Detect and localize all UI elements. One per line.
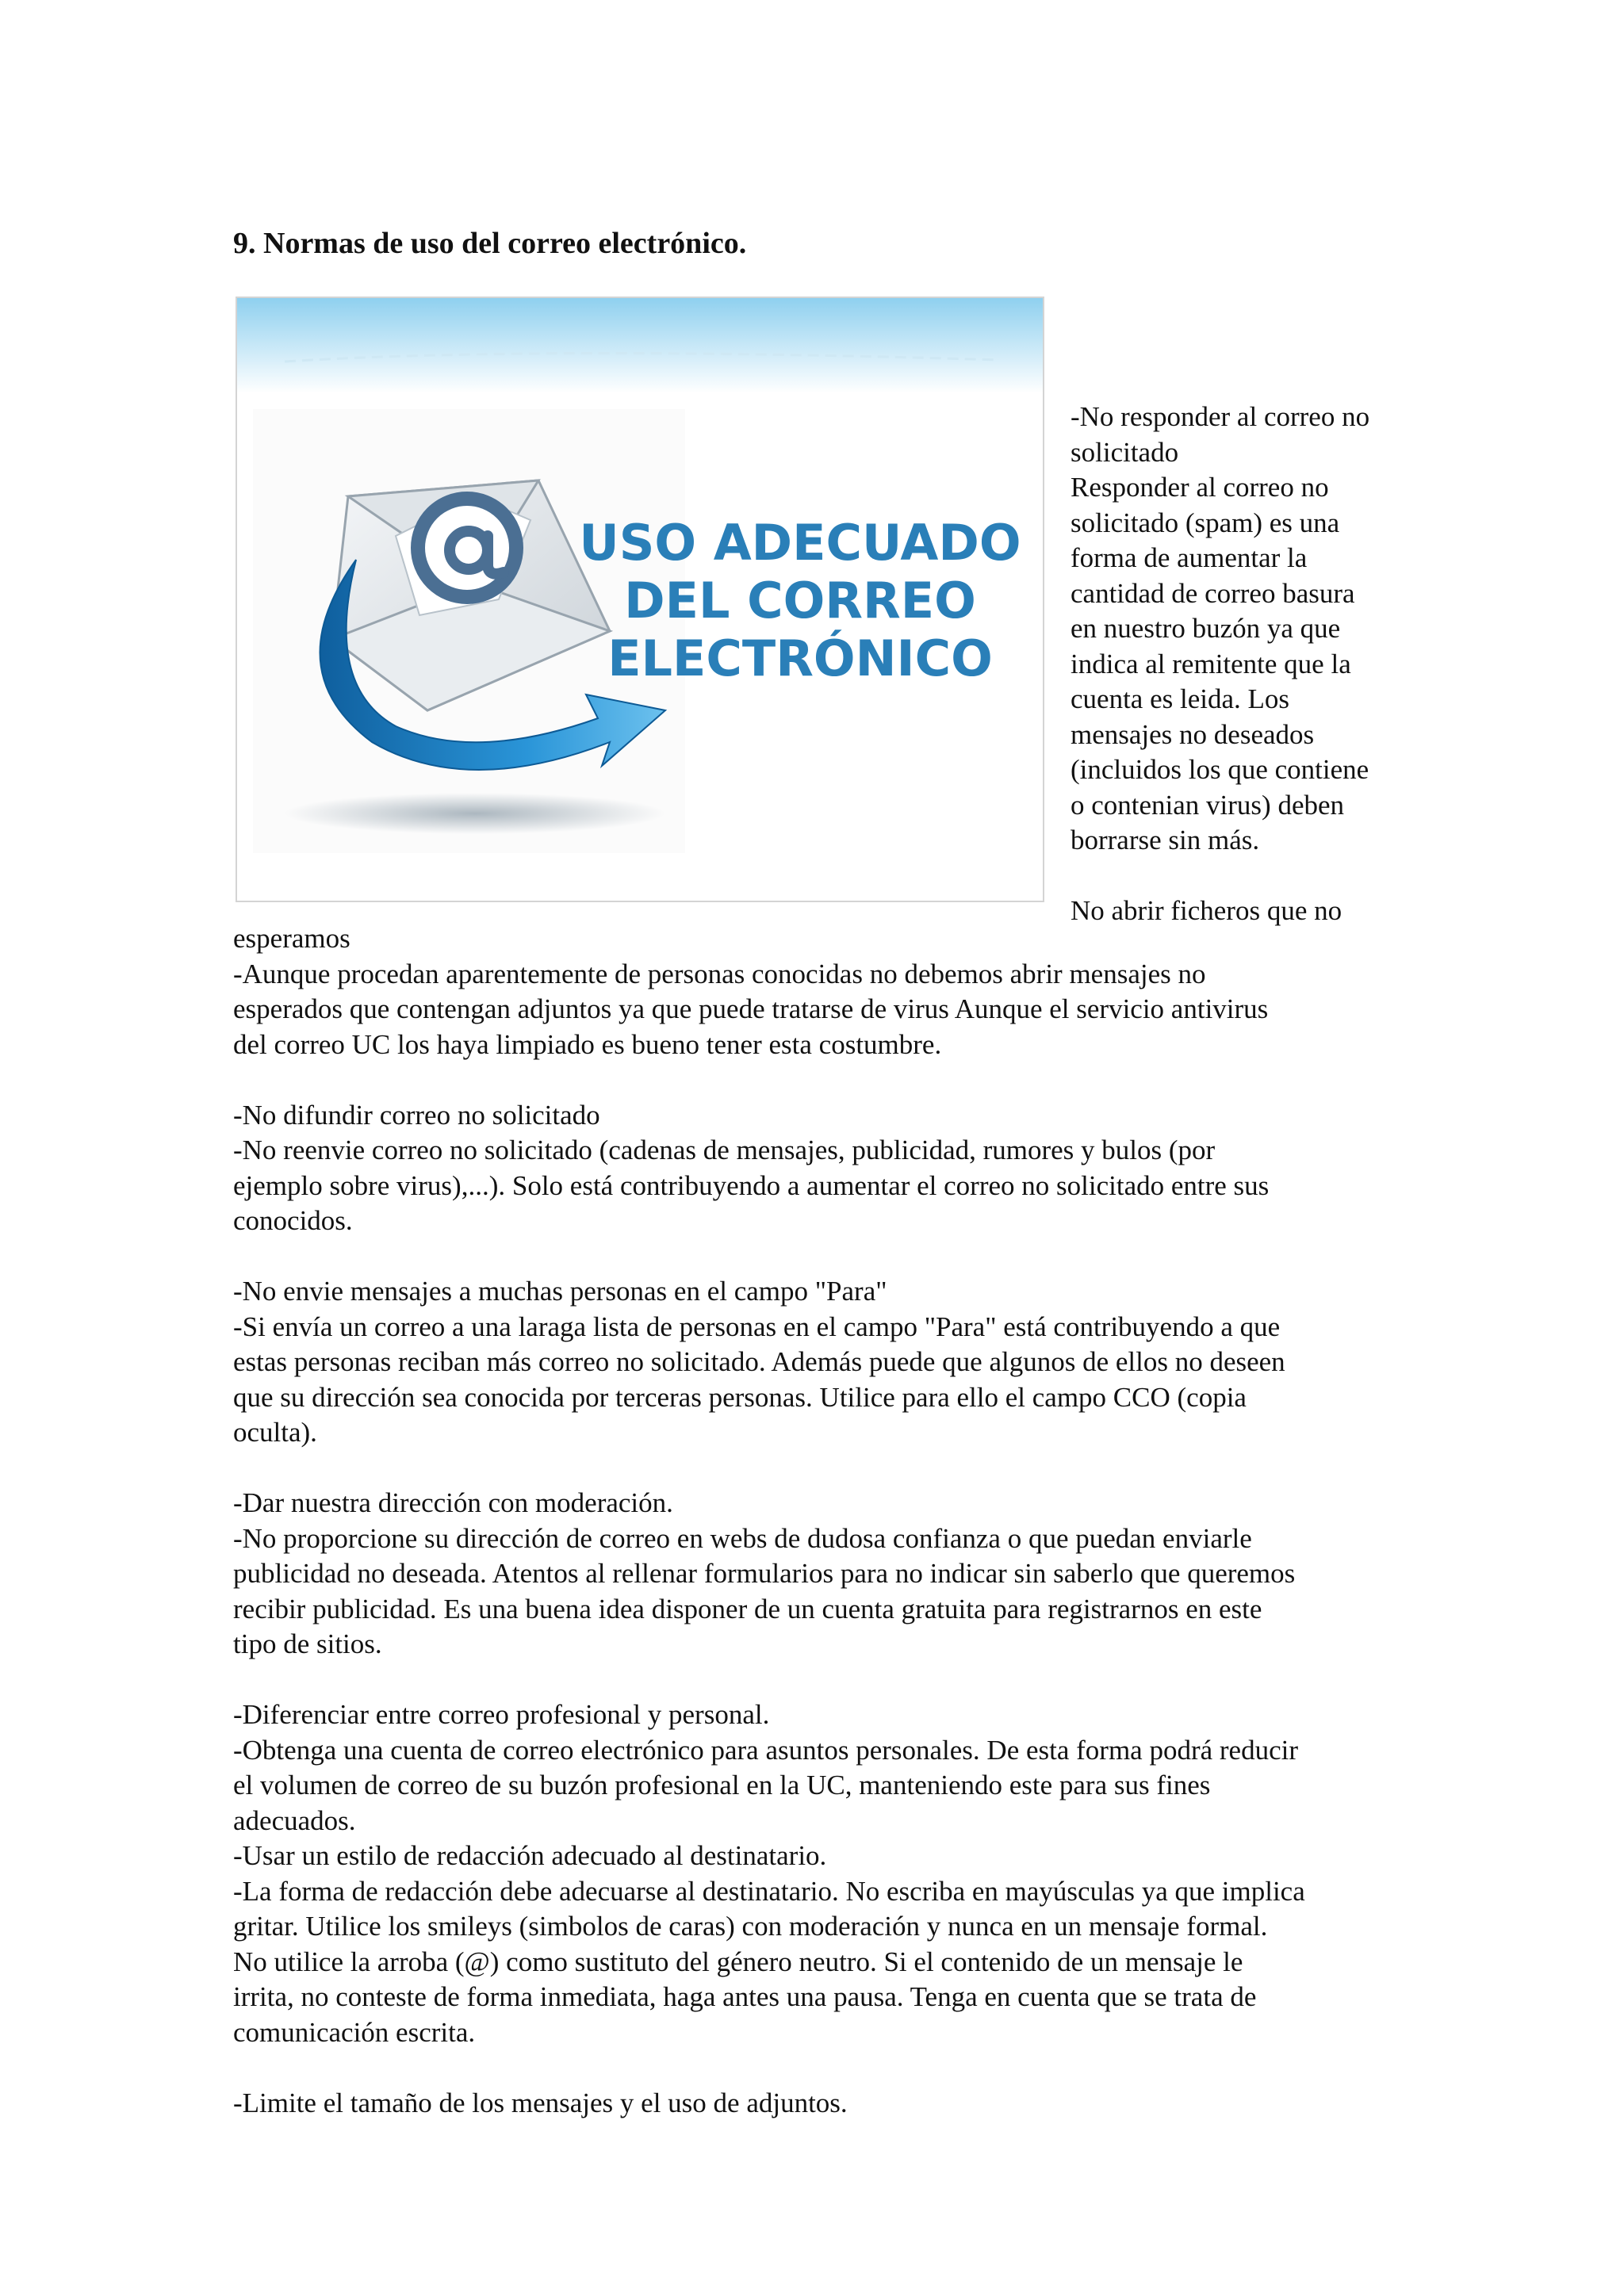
body-line: -Obtenga una cuenta de correo electrónico para asuntos personales. De esta forma podrá reducir <box>233 1734 1299 1766</box>
page-title: 9. Normas de uso del correo electrónico. <box>233 227 747 260</box>
body-line: -Limite el tamaño de los mensajes y el uso de adjuntos. <box>233 2087 848 2118</box>
side-line: solicitado (spam) es una <box>1071 507 1340 538</box>
side-line: cuenta es leida. Los <box>1071 683 1290 714</box>
body-line: irrita, no conteste de forma inmediata, haga antes una pausa. Tenga en cuenta que se trata de <box>233 1981 1257 2012</box>
email-usage-illustration <box>236 297 1044 902</box>
body-line: -No proporcione su dirección de correo en webs de dudosa confianza o que puedan enviarle <box>233 1522 1252 1554</box>
side-line: borrarse sin más. <box>1071 825 1260 855</box>
side-line: forma de aumentar la <box>1071 542 1308 573</box>
side-line: en nuestro buzón ya que <box>1071 613 1341 644</box>
side-line: mensajes no deseados <box>1071 718 1315 750</box>
side-line: solicitado <box>1071 436 1179 468</box>
body-line: -La forma de redacción debe adecuarse al destinatario. No escriba en mayúsculas ya que implica <box>233 1875 1305 1907</box>
side-line: o contenian virus) deben <box>1071 789 1345 821</box>
side-line: Responder al correo no <box>1071 472 1329 503</box>
body-line: gritar. Utilice los smileys (simbolos de caras) con moderación y nunca en un mensaje formal. <box>233 1911 1268 1942</box>
body-line: oculta). <box>233 1417 317 1448</box>
side-line: -No responder al correo no <box>1071 401 1370 432</box>
body-line: esperamos <box>233 923 350 954</box>
body-line: -No difundir correo no solicitado <box>233 1099 600 1131</box>
body-line: comunicación escrita. <box>233 2016 476 2048</box>
body-line: -Si envía un correo a una laraga lista de personas en el campo "Para" está contribuyendo a que <box>233 1311 1281 1342</box>
body-text <box>233 921 1438 2121</box>
body-line: adecuados. <box>233 1804 356 1836</box>
side-line: (incluidos los que contiene <box>1071 754 1369 785</box>
body-line: que su dirección sea conocida por terceras personas. Utilice para ello el campo CCO (copia <box>233 1381 1247 1413</box>
body-line: No utilice la arroba (@) como sustituto del género neutro. Si el contenido de un mensaje le <box>233 1946 1243 1977</box>
side-line: cantidad de correo basura <box>1071 577 1355 609</box>
body-line: recibir publicidad. Es una buena idea disponer de un cuenta gratuita para registrarnos en este <box>233 1593 1262 1624</box>
header-band <box>237 298 1043 393</box>
body-line: esperados que contengan adjuntos ya que puede tratarse de virus Aunque el servicio antivirus <box>233 993 1269 1024</box>
banner-line-1: USO ADECUADO <box>579 514 1021 572</box>
banner-line-3: ELECTRÓNICO <box>607 629 993 687</box>
body-line: el volumen de correo de su buzón profesional en la UC, manteniendo este para sus fines <box>233 1770 1211 1800</box>
body-line: tipo de sitios. <box>233 1628 382 1659</box>
body-line: conocidos. <box>233 1205 353 1236</box>
banner-line-2: DEL CORREO <box>624 572 976 629</box>
body-line: -Dar nuestra dirección con moderación. <box>233 1487 673 1518</box>
body-line: -Diferenciar entre correo profesional y personal. <box>233 1699 770 1730</box>
body-line: publicidad no deseada. Atentos al rellenar formularios para no indicar sin saberlo que queremos <box>233 1558 1296 1589</box>
body-line: del correo UC los haya limpiado es bueno tener esta costumbre. <box>233 1028 942 1060</box>
side-column-text <box>1071 400 1411 929</box>
body-line: ejemplo sobre virus),...). Solo está contribuyendo a aumentar el correo no solicitado entre sus <box>233 1169 1270 1201</box>
body-line: -Usar un estilo de redacción adecuado al destinatario. <box>233 1840 827 1871</box>
body-line: -Aunque procedan aparentemente de personas conocidas no debemos abrir mensajes no <box>233 958 1206 989</box>
body-line: -No envie mensajes a muchas personas en el campo "Para" <box>233 1276 887 1307</box>
envelope-shadow <box>285 793 665 834</box>
side-line: No abrir ficheros que no <box>1071 895 1342 926</box>
side-line: indica al remitente que la <box>1071 648 1351 679</box>
body-line: estas personas reciban más correo no solicitado. Además puede que algunos de ellos no deseen <box>233 1346 1285 1377</box>
body-line: -No reenvie correo no solicitado (cadenas de mensajes, publicidad, rumores y bulos (por <box>233 1135 1216 1165</box>
